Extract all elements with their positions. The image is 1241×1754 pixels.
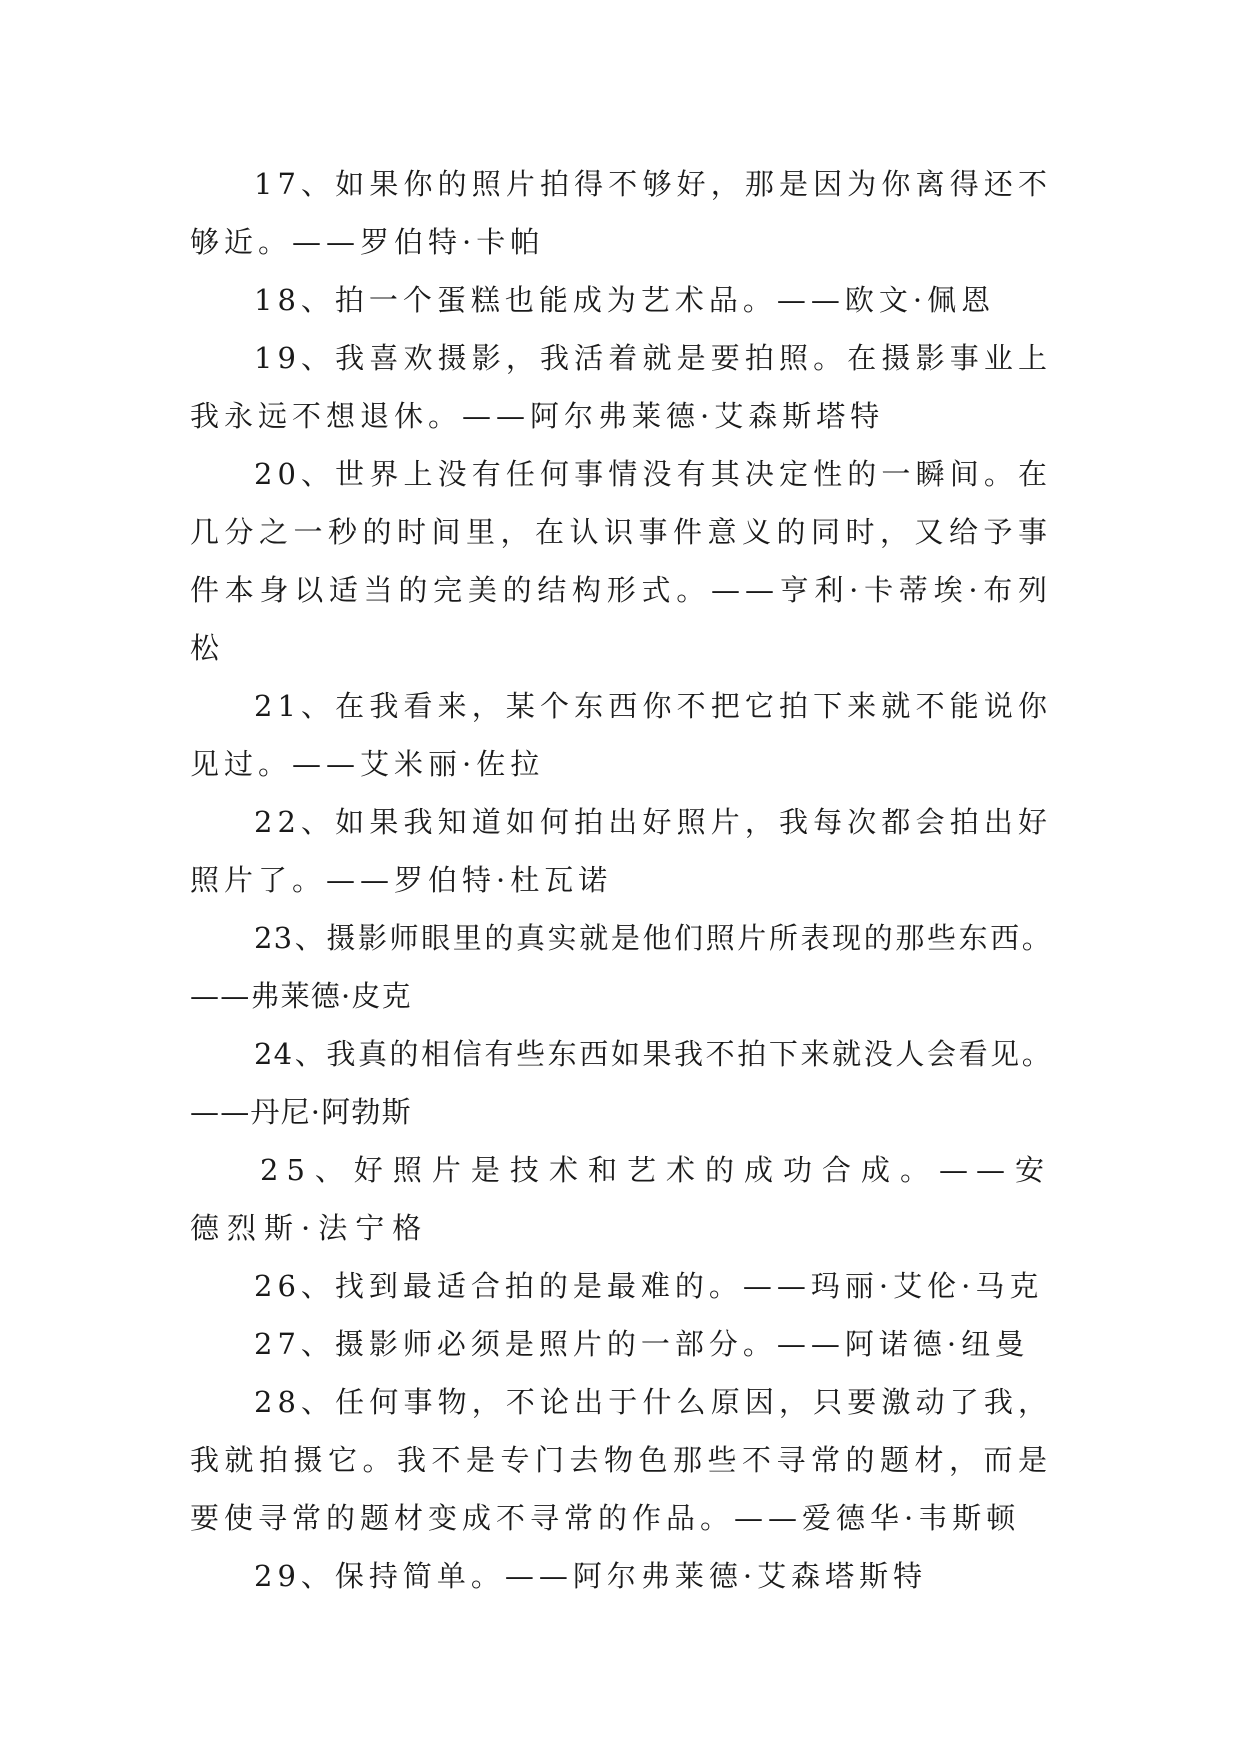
quote-paragraph-18: 18、拍一个蛋糕也能成为艺术品。——欧文·佩恩 xyxy=(254,283,996,317)
quote-paragraph-23: 23、摄影师眼里的真实就是他们照片所表现的那些东西。——弗莱德·皮克 xyxy=(190,921,1052,1013)
quote-paragraph-28: 28、任何事物，不论出于什么原因，只要激动了我，我就拍摄它。我不是专门去物色那些不寻常的题材，而是要使寻常的题材变成不寻常的作品。——爱德华·韦斯顿 xyxy=(190,1385,1052,1535)
quote-paragraph-21: 21、在我看来，某个东西你不把它拍下来就不能说你见过。——艾米丽·佐拉 xyxy=(190,689,1052,781)
document-body xyxy=(190,155,1052,1605)
quote-paragraph-25: 25、好照片是技术和艺术的成功合成。——安德烈斯·法宁格 xyxy=(190,1153,1052,1245)
quote-paragraph-22: 22、如果我知道如何拍出好照片，我每次都会拍出好照片了。——罗伯特·杜瓦诺 xyxy=(190,805,1052,897)
quote-paragraph-20: 20、世界上没有任何事情没有其决定性的一瞬间。在几分之一秒的时间里，在认识事件意义的同时，又给予事件本身以适当的完美的结构形式。——亨利·卡蒂埃·布列松 xyxy=(190,457,1052,665)
quote-paragraph-29: 29、保持简单。——阿尔弗莱德·艾森塔斯特 xyxy=(254,1559,928,1593)
quote-paragraph-27: 27、摄影师必须是照片的一部分。——阿诺德·纽曼 xyxy=(254,1327,1030,1361)
quote-paragraph-17: 17、如果你的照片拍得不够好，那是因为你离得还不够近。——罗伯特·卡帕 xyxy=(190,167,1052,259)
quote-paragraph-26: 26、找到最适合拍的是最难的。——玛丽·艾伦·马克 xyxy=(254,1269,1044,1303)
quote-paragraph-24: 24、我真的相信有些东西如果我不拍下来就没人会看见。——丹尼·阿勃斯 xyxy=(190,1037,1052,1129)
quote-paragraph-19: 19、我喜欢摄影，我活着就是要拍照。在摄影事业上我永远不想退休。——阿尔弗莱德·艾森斯塔特 xyxy=(190,341,1052,433)
